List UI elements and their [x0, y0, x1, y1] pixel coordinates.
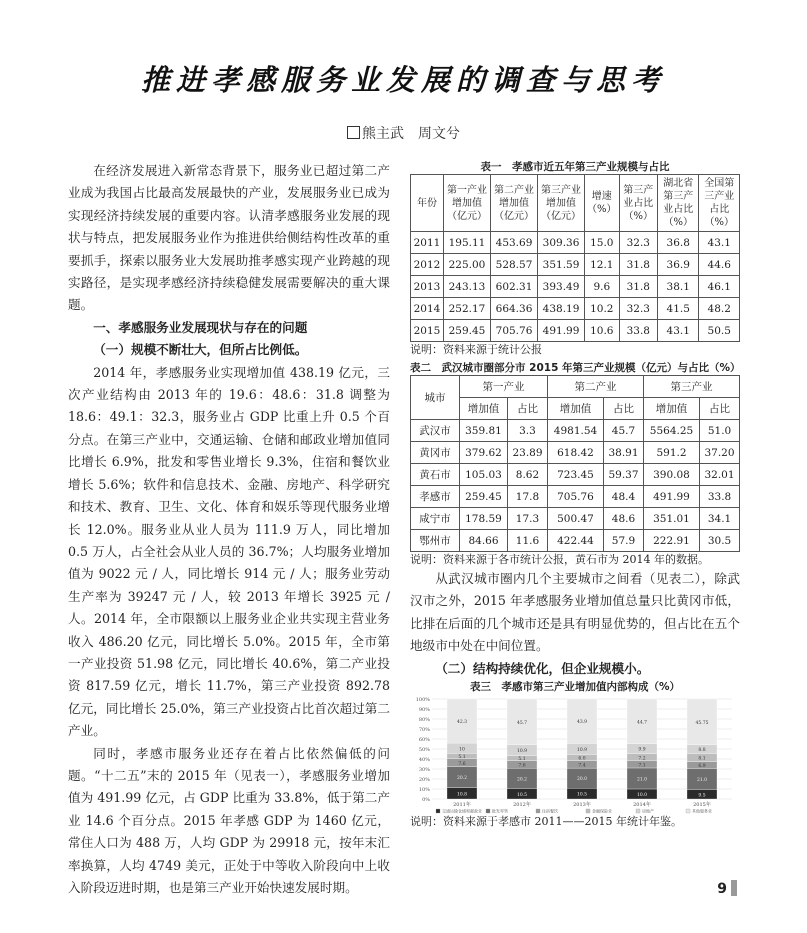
- table-cell: 259.45: [444, 320, 491, 342]
- chart-title: 表三 孝感市第三产业增加值内部构成（%）: [469, 681, 681, 694]
- table-cell: 46.1: [699, 276, 740, 298]
- data-label: 6.0: [578, 756, 586, 762]
- table-cell: 34.1: [700, 508, 740, 530]
- table-cell: 351.59: [538, 254, 585, 276]
- data-label: 20.2: [456, 776, 468, 782]
- table1: [410, 174, 740, 342]
- data-label: 10: [459, 747, 465, 753]
- x-tick-label: 2013年: [573, 802, 591, 809]
- table-cell: 37.20: [700, 442, 740, 464]
- table-cell: 4981.54: [547, 420, 603, 442]
- x-tick-label: 2014年: [633, 802, 651, 809]
- data-label: 7.2: [638, 756, 646, 762]
- table-cell: 咸宁市: [411, 508, 460, 530]
- table-cell: 2013: [411, 276, 444, 298]
- legend-swatch: [636, 809, 640, 813]
- table-cell: 5564.25: [643, 420, 699, 442]
- data-label: 9.5: [698, 793, 706, 799]
- data-label: 42.3: [456, 720, 468, 726]
- table-cell: 705.76: [547, 486, 603, 508]
- table2-caption: 表二 武汉城市圈部分市 2015 年第三产业规模（亿元）与占比（%）: [410, 362, 741, 374]
- left-column: [68, 160, 390, 899]
- data-label: 10.8: [456, 792, 468, 798]
- y-tick-label: 40%: [418, 757, 430, 764]
- table-cell: 664.36: [491, 298, 538, 320]
- data-label: 43.9: [576, 720, 588, 726]
- legend-swatch: [686, 809, 690, 813]
- table-cell: 17.3: [508, 508, 548, 530]
- y-tick-label: 20%: [418, 777, 430, 784]
- table-cell: 178.59: [460, 508, 508, 530]
- table-cell: 57.9: [604, 530, 644, 552]
- table-cell: 8.62: [508, 464, 548, 486]
- legend-label: 批发零售: [492, 808, 508, 814]
- paragraph: 从武汉城市圈内几个主要城市之间看（见表二），除武汉市之外，2015 年孝感服务业增加值总量只比黄冈市低，比排在后面的几个城市还是具有明显优势的，但占比在五个地级市中处在中间位置。: [410, 571, 740, 654]
- legend-swatch: [536, 809, 540, 813]
- table-cell: 9.6: [585, 276, 620, 298]
- legend-swatch: [586, 809, 590, 813]
- author-box-icon: [347, 126, 360, 139]
- table-header: 第一产业: [460, 376, 548, 398]
- table-cell: 528.57: [491, 254, 538, 276]
- table-subheader: 增加值: [547, 398, 603, 420]
- table-cell: 43.1: [658, 320, 699, 342]
- data-label: 10.0: [636, 793, 648, 799]
- table-header: 增速（%）: [585, 175, 620, 232]
- table-cell: 31.8: [619, 276, 657, 298]
- legend-label: 房地产: [642, 808, 654, 814]
- chart-note: 说明：资料来源于孝感市 2011——2015 年统计年鉴。: [410, 815, 682, 829]
- table-subheader: 占比: [508, 398, 548, 420]
- data-label: 8.1: [698, 756, 706, 762]
- table-cell: 3.3: [508, 420, 548, 442]
- table-cell: 31.8: [619, 254, 657, 276]
- table-cell: 17.8: [508, 486, 548, 508]
- y-tick-label: 80%: [418, 717, 430, 724]
- table-cell: 51.0: [700, 420, 740, 442]
- table-row: [411, 420, 740, 442]
- table-cell: 723.45: [547, 464, 603, 486]
- legend-label: 住宿餐饮: [542, 808, 558, 814]
- data-label: 10.9: [516, 749, 528, 755]
- legend-label: 其他服务业: [692, 808, 712, 814]
- data-label: 20.2: [516, 777, 528, 783]
- table-cell: 259.45: [460, 486, 508, 508]
- table-header: 第二产业: [547, 376, 643, 398]
- paragraph: 2014 年，孝感服务业实现增加值 438.19 亿元，三次产业结构由 2013 年的 19.6：48.6：31.8 调整为 18.6：49.1：32.3，服务业占 GDP 比重上升 0.5 个百分点。在第三产业中，交通运输、仓储和邮政业增加值同比增长 6.9%，批发和零售业增长 9.3%，住宿和餐饮业增长 5.6%；软件和信息技术、金融、房地产、科学研究和技术、教育、卫生、文化、体育和娱乐等现代服务业增长 12.0%。服务业从业人员为 111.9 万人，同比增加 0.5 万人，占全社会从业人员的 36.7%；人均服务业增加值为 9022 元 / 人，同比增长 914 元 / 人；服务业劳动生产率为 39247 元 / 人，较 2013 年增长 3925 元 / 人。2014 年，全市限额以上服务业企业共实现主营业务收入 486.20 亿元，同比增长 5.0%。2015 年，全市第一产业投资 51.98 亿元，同比增长 40.6%，第二产业投资 817.59 亿元，增长 11.7%，第三产业投资 892.78 亿元，同比增长 25.0%，第三产业投资占比首次超过第二产业。: [68, 364, 390, 739]
- table-header: 第一产业增加值（亿元）: [444, 175, 491, 232]
- table-cell: 41.5: [658, 298, 699, 320]
- table-cell: 602.31: [491, 276, 538, 298]
- x-tick-label: 2012年: [513, 802, 531, 809]
- paragraph: 同时，孝感市服务业还存在着占比依然偏低的问题。“十二五”末的 2015 年（见表一），孝感服务业增加值为 491.99 亿元，占 GDP 比重为 33.8%，低于第二产业 14.6 个百分点。2015 年孝感 GDP 为 1460 亿元，常住人口为 488 万，人均 GDP 为 29918 元，按年末汇率换算，人均 4749 美元，正处于中等收入阶段向中上收入阶段迈进时期，也是第三产业开始快速发展时期。: [68, 745, 390, 895]
- table-cell: 32.3: [619, 232, 657, 254]
- table-cell: 武汉市: [411, 420, 460, 442]
- legend-swatch: [486, 809, 490, 813]
- table-cell: 15.0: [585, 232, 620, 254]
- table-cell: 43.1: [699, 232, 740, 254]
- table-cell: 48.6: [604, 508, 644, 530]
- right-column: [410, 160, 740, 830]
- table-cell: 48.2: [699, 298, 740, 320]
- table-cell: 195.11: [444, 232, 491, 254]
- table-cell: 33.8: [619, 320, 657, 342]
- table-cell: 422.44: [547, 530, 603, 552]
- table-cell: 500.47: [547, 508, 603, 530]
- right-text: [410, 568, 740, 680]
- table-row: [411, 232, 740, 254]
- data-label: 10.5: [516, 792, 528, 798]
- table-cell: 705.76: [491, 320, 538, 342]
- table1-caption: 表一 孝感市近五年第三产业规模与占比: [480, 161, 670, 173]
- table-cell: 390.08: [643, 464, 699, 486]
- table-subheader: 增加值: [643, 398, 699, 420]
- table-row: [411, 486, 740, 508]
- page-number: 9: [717, 880, 737, 897]
- table-cell: 309.36: [538, 232, 585, 254]
- legend-label: 金融保险业: [592, 808, 612, 814]
- table-header: 年份: [411, 175, 444, 232]
- table-row: [411, 464, 740, 486]
- data-label: 44.7: [636, 720, 648, 726]
- stacked-bar-chart: [410, 694, 740, 814]
- table1-note: 说明：资料来源于统计公报: [410, 343, 542, 356]
- table-cell: 591.2: [643, 442, 699, 464]
- table-cell: 23.89: [508, 442, 548, 464]
- table-cell: 379.62: [460, 442, 508, 464]
- data-label: 7.4: [578, 763, 586, 769]
- table-cell: 59.37: [604, 464, 644, 486]
- table-cell: 44.6: [699, 254, 740, 276]
- y-tick-label: 70%: [418, 727, 430, 734]
- table-cell: 618.42: [547, 442, 603, 464]
- table-cell: 359.81: [460, 420, 508, 442]
- y-tick-label: 50%: [418, 747, 430, 754]
- data-label: 45.7: [516, 720, 528, 726]
- table-header: 第三产业: [643, 376, 739, 398]
- data-label: 7.6: [458, 761, 466, 767]
- data-label: 7.1: [638, 763, 646, 769]
- table-cell: 45.7: [604, 420, 644, 442]
- y-tick-label: 30%: [418, 767, 430, 774]
- table-cell: 453.69: [491, 232, 538, 254]
- table-row: [411, 320, 740, 342]
- legend-swatch: [436, 809, 440, 813]
- table-cell: 孝感市: [411, 486, 460, 508]
- table-row: [411, 298, 740, 320]
- table-cell: 36.8: [658, 232, 699, 254]
- table-cell: 38.91: [604, 442, 644, 464]
- table-cell: 2015: [411, 320, 444, 342]
- table-cell: 48.4: [604, 486, 644, 508]
- table2: [410, 375, 740, 552]
- table-cell: 鄂州市: [411, 530, 460, 552]
- table-cell: 351.01: [643, 508, 699, 530]
- table-subheader: 占比: [700, 398, 740, 420]
- article-title: 推进孝感服务业发展的调查与思考: [140, 63, 666, 97]
- data-label: 9.9: [638, 747, 646, 753]
- table-cell: 38.1: [658, 276, 699, 298]
- y-tick-label: 60%: [418, 737, 430, 744]
- table-cell: 105.03: [460, 464, 508, 486]
- table-row: [411, 254, 740, 276]
- y-tick-label: 0%: [422, 797, 430, 804]
- subsection-heading: （二）结构持续优化，但企业规模小。: [435, 660, 650, 676]
- data-label: 45.75: [695, 720, 709, 726]
- table-cell: 10.6: [585, 320, 620, 342]
- table-cell: 2014: [411, 298, 444, 320]
- data-label: 5.1: [518, 757, 526, 763]
- table-cell: 30.5: [700, 530, 740, 552]
- table-cell: 252.17: [444, 298, 491, 320]
- y-tick-label: 90%: [418, 707, 430, 714]
- data-label: 5.1: [458, 755, 466, 761]
- table-cell: 黄石市: [411, 464, 460, 486]
- data-label: 10.9: [576, 748, 588, 754]
- data-label: 20.0: [576, 777, 588, 783]
- table-cell: 33.8: [700, 486, 740, 508]
- authors: 熊主武 周文兮: [0, 123, 807, 143]
- section-heading: 一、孝感服务业发展现状与存在的问题: [93, 319, 308, 335]
- table-cell: 32.01: [700, 464, 740, 486]
- y-tick-label: 100%: [415, 697, 430, 704]
- page-bar-icon: [731, 880, 737, 896]
- y-tick-label: 10%: [418, 787, 430, 794]
- table-cell: 84.66: [460, 530, 508, 552]
- table-header: 第二产业增加值（亿元）: [491, 175, 538, 232]
- data-label: 21.0: [696, 778, 708, 784]
- table-cell: 12.1: [585, 254, 620, 276]
- table-cell: 11.6: [508, 530, 548, 552]
- table-cell: 243.13: [444, 276, 491, 298]
- table-subheader: 增加值: [460, 398, 508, 420]
- table-cell: 2011: [411, 232, 444, 254]
- table-cell: 36.9: [658, 254, 699, 276]
- table-cell: 32.3: [619, 298, 657, 320]
- table-cell: 393.49: [538, 276, 585, 298]
- data-label: 7.6: [518, 763, 526, 769]
- data-label: 8.8: [698, 748, 706, 754]
- table-cell: 491.99: [643, 486, 699, 508]
- legend-label: 交通运输仓储和邮政业: [442, 808, 482, 814]
- table-cell: 491.99: [538, 320, 585, 342]
- table-cell: 225.00: [444, 254, 491, 276]
- table-header: 湖北省第三产业占比（%）: [658, 175, 699, 232]
- table-header: 全国第三产业占比（%）: [699, 175, 740, 232]
- table-cell: 黄冈市: [411, 442, 460, 464]
- x-tick-label: 2015年: [693, 802, 711, 809]
- data-label: 21.0: [636, 777, 648, 783]
- data-label: 10.5: [576, 792, 588, 798]
- table-row: [411, 508, 740, 530]
- table-cell: 2012: [411, 254, 444, 276]
- data-label: 6.9: [698, 764, 706, 770]
- subsection-heading: （一）规模不断壮大，但所占比例低。: [93, 342, 308, 358]
- table-header: 城市: [411, 376, 460, 420]
- table-cell: 50.5: [699, 320, 740, 342]
- table-cell: 222.91: [643, 530, 699, 552]
- table-row: [411, 530, 740, 552]
- table-row: [411, 276, 740, 298]
- table-header: 第三产业增加值（亿元）: [538, 175, 585, 232]
- table-cell: 438.19: [538, 298, 585, 320]
- paragraph: 在经济发展进入新常态背景下，服务业已超过第二产业成为我国占比最高发展最快的产业，发展服务业已成为实现经济持续发展的重要内容。认清孝感服务业发展的现状与特点，把发展服务业作为推进供给侧结构性改革的重要抓手，探索以服务业大发展助推孝感实现产业跨越的现实路径，是实现孝感经济持续稳健发展需要解决的重大课题。: [68, 163, 390, 313]
- table-subheader: 占比: [604, 398, 644, 420]
- table-cell: 10.2: [585, 298, 620, 320]
- x-tick-label: 2011年: [453, 802, 471, 809]
- table2-note: 说明：资料来源于各市统计公报，黄石市为 2014 年的数据。: [410, 553, 709, 566]
- table-header: 第三产业占比（%）: [619, 175, 657, 232]
- table-row: [411, 442, 740, 464]
